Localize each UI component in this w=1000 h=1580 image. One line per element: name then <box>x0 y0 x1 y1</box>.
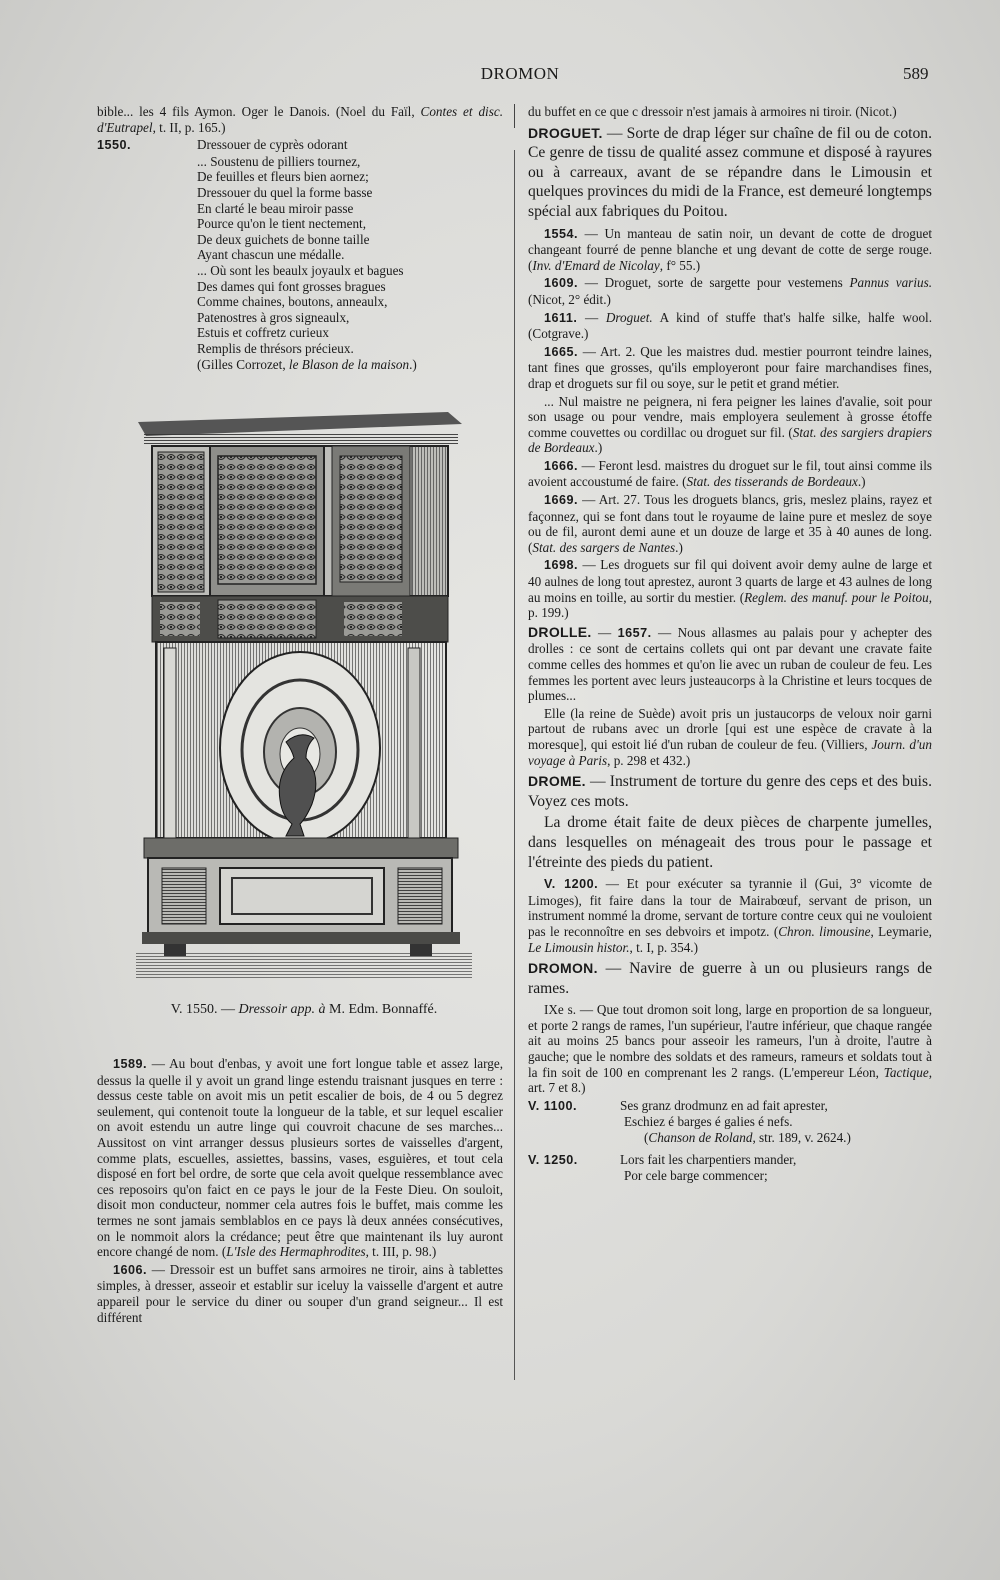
left-column-bottom <box>97 1056 503 1327</box>
poem-line: Estuis et coffretz curieux <box>197 325 329 341</box>
headword-droguet: DROGUET. <box>528 124 603 141</box>
figure-caption: V. 1550. — Dressoir app. à M. Edm. Bonnaffé. <box>170 1002 438 1017</box>
poem-line: Des dames qui font grosses bragues <box>197 278 386 294</box>
poem-line: Patenostres à gros signeaulx, <box>197 309 350 325</box>
column-rule-top <box>514 104 515 128</box>
poem-line: Dressouer de cyprès odorant <box>197 137 348 153</box>
verse-1250: V. 1250. Lors fait les charpentiers mander, Por cele barge commencer; <box>528 1151 797 1184</box>
poem-line: De feuilles et fleurs bien aornez; <box>197 169 369 185</box>
entry-1609: 1609. — Droguet, sorte de sargette pour vestemens Pannus varius. (Nicot, 2° édit.) <box>528 275 933 307</box>
entry-1698: 1698. — Les droguets sur fil qui doivent avoir demy aulne de large et 40 aulnes de long tout aprestez, auront 3 quarts de large et 43 aulnes de long au moins en toille, au sortir du mestier. (Reglem. des manuf. pour le Poitou, p. 199.) <box>528 557 932 621</box>
dressoir-engraving <box>136 412 472 980</box>
page-number: 589 <box>903 64 929 83</box>
poem-line: En clarté le beau miroir passe <box>197 200 354 216</box>
poem-line: Pource qu'on le tient nectement, <box>197 216 366 232</box>
entry-1657-cont: Elle (la reine de Suède) avoit pris un justaucorps de veloux noir garni partout de rubans avec un drorle [qui est une espèce de cravate à la moresque], qui estoit lié d'un ruban de couleur de feu. (Villiers, Journ. d'un voyage à Paris, p. 298 et 432.) <box>528 705 932 768</box>
entry-1200: V. 1200. — Et pour exécuter sa tyrannie il (Gui, 3° vicomte de Limoges), fit faire dans la tour de Mairabœuf, servant de prison, un instrument nommé la drome, servant de torture contre ceux qui ne vouloient pas le reconnoître en ses debvoirs et impotz. (Chron. limousine, Leymarie, Le Limousin histor., t. I, p. 354.) <box>528 876 932 955</box>
entry-1554: 1554. — Un manteau de satin noir, un devant de cotte de droguet changeant fourré de penne blanche et ung devant de cotte de serge rouge. (Inv. d'Emard de Nicolay, f° 55.) <box>528 225 932 273</box>
entry-1611: 1611. — Droguet. A kind of stuffe that's halfe silke, halfe wool. (Cotgrave.) <box>528 309 932 342</box>
left-column-top <box>97 104 503 372</box>
poem-line: Ayant chascun une médalle. <box>197 247 345 263</box>
poem-line: Comme chaines, boutons, anneaulx, <box>197 294 388 310</box>
headword-dromon: DROMON. <box>528 960 598 977</box>
entry-1589: 1589. — Au bout d'enbas, y avoit une fort longue table et assez large, dessus la quelle il y avoit un grand linge estendu traisnant jusques en terre : dessus ceste table on avoit mis un petit escalier de bois, de 4 ou 5 degrez seulement, qui contenoit toute la longueur de la table, et sur lequel escalier on avoit estendu un autre linge qui couvroit chacune de ses marches... Aussitost on vint arranger dessus plusieurs sortes de vaisselles d'argent, comme plats, escuelles, assiettes, bassins, vases, esguières, et tout cela disposé en fort bel ordre, de sorte que cela avoit quelque ressemblance avec ces reposoirs qu'on faict en ce pays le jour de la Feste Dieu. On souloit, disoit mon conducteur, nommer cela autres fois le buffet, mais comme les termes ne sont jamais semblablos en ce pays là deux années consécutives, on le nommoit alors la crédance; peut être que maintenant ils luy auront encore changé de nom. (L'Isle des Hermaphrodites, t. III, p. 98.) <box>97 1056 503 1260</box>
poem-line: ... Où sont les beaulx joyaulx et bagues <box>197 262 404 278</box>
poem-1550 <box>97 137 503 372</box>
poem-line: Remplis de thrésors précieux. <box>197 340 354 356</box>
entry-droguet: DROGUET. — Sorte de drap léger sur chaîne de fil ou de coton. Ce genre de tissu de qualité assez commune et disposé à rayures ou à carreaux, avant de se répandre dans le Limousin et quelques provinces du midi de la France, est demeuré longtemps spécial aux fabriques du Poitou. <box>528 124 932 220</box>
entry-1666: 1666. — Feront lesd. maistres du droguet sur le fil, tout ainsi comme ils avoient accoustumé de faire. (Stat. des tisserands de Bordeaux.) <box>528 457 932 490</box>
continuation: du buffet en ce que c dressoir n'est jamais à armoires ni tiroir. (Nicot.) <box>528 104 897 119</box>
entry-drolle: DROLLE. — 1657. — Nous allasmes au palais pour y achepter des drolles : ce sont de certains collets qui ont par devant une cravate faite comme celles des hommes et qu'on lie avec un ruban de couleur de feu. Les femmes les portent avec leurs justeaucorps à la Christine et leurs tocques de plumes... <box>528 623 933 704</box>
poem-line: Dressouer du quel la forme basse <box>197 184 373 200</box>
running-header-title: DROMON <box>480 64 560 83</box>
entry-1669: 1669. — Art. 27. Tous les droguets blancs, gris, meslez plains, rayez et façonnez, qui se font dans tout le royaume de laine pure et meslez de soye ou de fil, auront demi aune et un douze de large et 35 à 40 aunes de long. (Stat. des sargers de Nantes.) <box>528 492 932 555</box>
entry-drome: DROME. — Instrument de torture du genre des ceps et des buis. Voyez ces mots. <box>528 773 932 810</box>
column-rule <box>514 150 515 1380</box>
entry-1665-cont: ... Nul maistre ne peignera, ni fera peigner les laines d'avalie, soit pour son usage ou pour vendre, mais employera seulement à grosse étoffe comme couvettes ou cordillac ou droguet sur fil. (Stat. des sargiers drapiers de Bordeaux.) <box>528 393 932 456</box>
entry-ix: IXe s. — Que tout dromon soit long, large en proportion de sa longueur, et porte 2 rangs de rames, l'un supérieur, l'autre inférieur, que chaque rangée ait au moins 25 bancs pour asseoir les rameurs, l'un à droite, l'autre à gauche; que le nombre des soldats et des rameurs, rameurs et soldats tout à la fin soit de 100 en comprenant les 2 rangs. (L'empereur Léon, Tactique, art. 7 et 8.) <box>528 1002 932 1096</box>
drome-description: La drome était faite de deux pièces de charpente jumelles, dans lesquelles on ménageait des trous pour le passage et l'étreinte des pieds du patient. <box>528 814 932 871</box>
headword-drolle: DROLLE. <box>528 623 592 640</box>
intro-paragraph <box>97 104 503 135</box>
entry-1606: 1606. — Dressoir est un buffet sans armoires ne tiroir, ains à tablettes simples, à dresser, asseoir et establir sur iceluy la vaisselle d'argent et autre appareil pour le service du diner ou souper d'un grand seigneur... Il est différent <box>97 1261 503 1325</box>
poem-line: De deux guichets de bonne taille <box>197 231 370 247</box>
entry-dromon: DROMON. — Navire de guerre à un ou plusieurs rangs de rames. <box>528 960 932 997</box>
intro-end: , t. II, p. 165.) <box>152 119 226 135</box>
entry-1665: 1665. — Art. 2. Que les maistres dud. mestier pourront teindre laines, tant fines que grosses, qu'ils employeront pour faire marchandises fines, drap et droguets sur fil ou soye, sur le petit et grand métier. <box>528 343 932 391</box>
right-column <box>528 104 932 1184</box>
poem-source: (Gilles Corrozet, le Blason de la maison.) <box>197 356 417 372</box>
poem-line: ... Soustenu de pilliers tournez, <box>197 153 361 169</box>
intro-source: Contes et disc. d'Eutrapel <box>97 104 503 135</box>
verse-1100: V. 1100. Ses granz drodmunz en ad fait aprester, Eschiez é barges é galies é nefs. (Chanson de Roland, str. 189, v. 2624.) <box>528 1097 851 1146</box>
intro-text: bible... les 4 fils Aymon. Oger le Danois. (Noel du Faïl, <box>97 104 415 119</box>
headword-drome: DROME. <box>528 773 586 790</box>
year-1550: 1550. <box>97 138 132 153</box>
